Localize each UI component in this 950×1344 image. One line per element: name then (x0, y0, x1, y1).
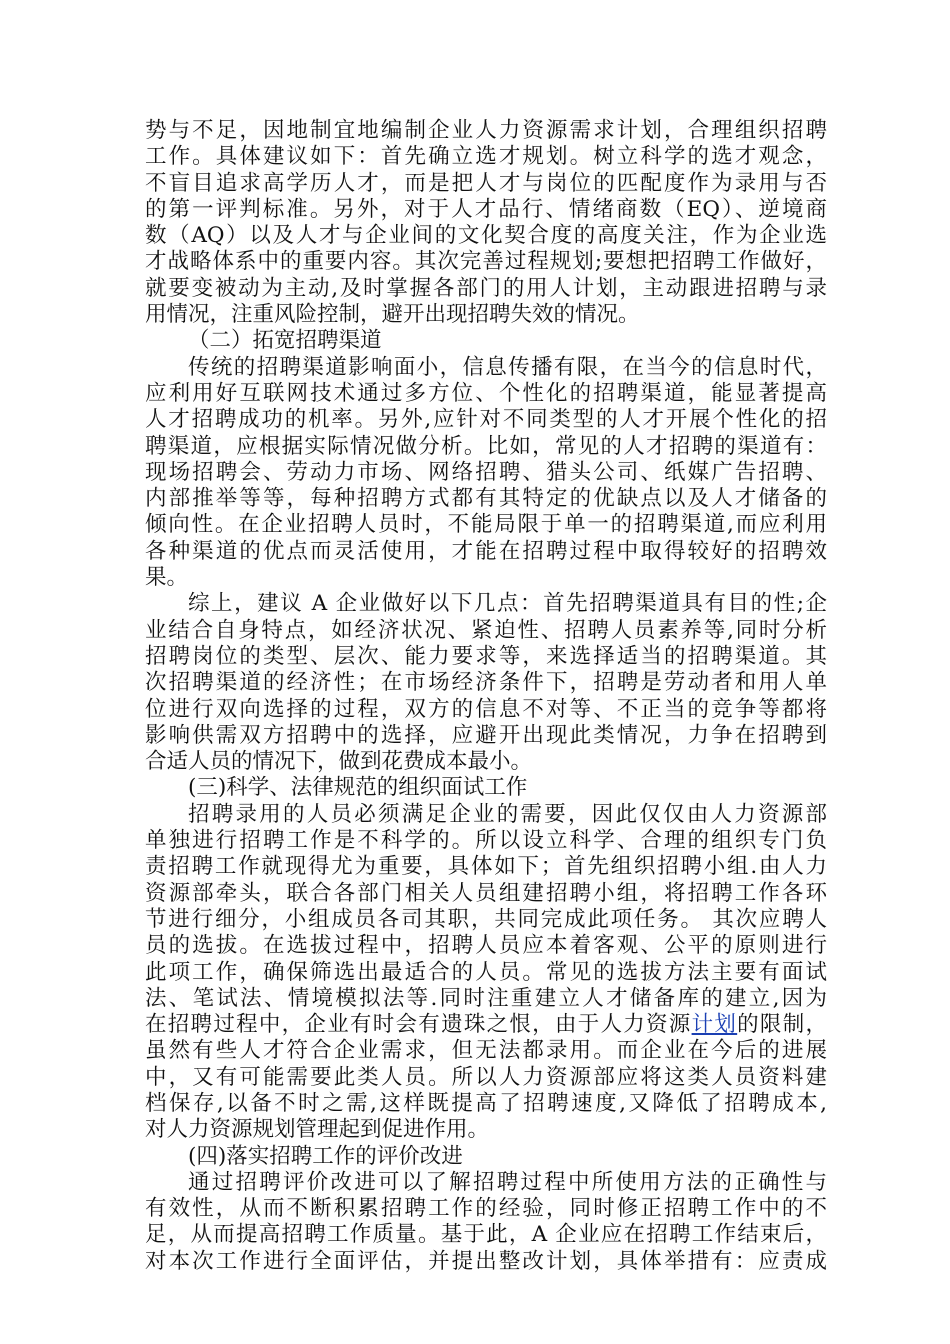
heading-text: （二）拓宽招聘渠道 (188, 328, 382, 354)
paragraph-line: 果。 (145, 565, 189, 591)
body-paragraph (145, 355, 827, 592)
paragraph-line: 通过招聘评价改进可以了解招聘过程中所使用方法的正确性与 (188, 1169, 827, 1195)
paragraph-line: 不盲目追求高学历人才，而是把人才与岗位的匹配度作为录用与否 (145, 170, 827, 196)
paragraph-line: 档保存,以备不时之需,这样既提高了招聘速度,又降低了招聘成本, (145, 1090, 827, 1116)
line-text: 的限制， (737, 1012, 827, 1038)
paragraph-line: 资源部牵头，联合各部门相关人员组建招聘小组，将招聘工作各环 (145, 880, 827, 906)
paragraph-line: 才战略体系中的重要内容。其次完善过程规划;要想把招聘工作做好， (145, 249, 827, 275)
paragraph-line: 工作。具体建议如下：首先确立选才规划。树立科学的选才观念， (145, 144, 827, 170)
paragraph-line: 单独进行招聘工作是不科学的。所以设立科学、合理的组织专门负 (145, 828, 827, 854)
section-heading (145, 1144, 827, 1170)
heading-text: (四)落实招聘工作的评价改进 (188, 1143, 463, 1169)
paragraph-line: 聘渠道，应根据实际情况做分析。比如，常见的人才招聘的渠道有： (145, 433, 827, 459)
section-heading (145, 328, 827, 354)
body-paragraph (145, 802, 827, 1144)
paragraph-line: 法、笔试法、情境模拟法等.同时注重建立人才储备库的建立,因为 (145, 985, 827, 1011)
paragraph-line: 责招聘工作就现得尤为重要，具体如下；首先组织招聘小组.由人力 (145, 854, 827, 880)
paragraph-line: 对人力资源规划管理起到促进作用。 (145, 1117, 490, 1143)
paragraph-line: 员的选拔。在选拔过程中，招聘人员应本着客观、公平的原则进行 (145, 933, 827, 959)
paragraph-line: 虽然有些人才符合企业需求，但无法都录用。而企业在今后的进展 (145, 1038, 827, 1064)
paragraph-line: 倾向性。在企业招聘人员时，不能局限于单一的招聘渠道,而应利用 (145, 512, 827, 538)
paragraph-line: 影响供需双方招聘中的选择，应避开出现此类情况，力争在招聘到 (145, 722, 827, 748)
paragraph-line: 位进行双向选择的过程，双方的信息不对等、不正当的竞争等都将 (145, 696, 827, 722)
paragraph-line: 业结合自身特点，如经济状况、紧迫性、招聘人员素养等,同时分析 (145, 617, 827, 643)
section-heading (145, 775, 827, 801)
paragraph-line: 现场招聘会、劳动力市场、网络招聘、猎头公司、纸媒广告招聘、 (145, 459, 827, 485)
paragraph-line: 此项工作，确保筛选出最适合的人员。常见的选拔方法主要有面试 (145, 959, 827, 985)
paragraph-line: 传统的招聘渠道影响面小，信息传播有限，在当今的信息时代， (188, 354, 827, 380)
document-page (145, 118, 827, 1275)
paragraph-line: 招聘录用的人员必须满足企业的需要，因此仅仅由人力资源部 (188, 801, 827, 827)
paragraph-line: 就要变被动为主动,及时掌握各部门的用人计划，主动跟进招聘与录 (145, 275, 827, 301)
paragraph-line: 势与不足，因地制宜地编制企业人力资源需求计划，合理组织招聘 (145, 118, 827, 143)
paragraph-line: 综上，建议 A 企业做好以下几点：首先招聘渠道具有目的性;企 (188, 591, 827, 617)
body-paragraph (145, 1170, 827, 1275)
paragraph-line: 次招聘渠道的经济性；在市场经济条件下，招聘是劳动者和用人单 (145, 670, 827, 696)
paragraph-line: 人才招聘成功的机率。另外,应针对不同类型的人才开展个性化的招 (145, 407, 827, 433)
paragraph-line: 应利用好互联网技术通过多方位、个性化的招聘渠道，能显著提高 (145, 380, 827, 406)
paragraph-line: 招聘岗位的类型、层次、能力要求等，来选择适当的招聘渠道。其 (145, 643, 827, 669)
paragraph-line: 合适人员的情况下，做到花费成本最小。 (145, 749, 533, 775)
paragraph-line: 节进行细分，小组成员各司其职，共同完成此项任务。 其次应聘人 (145, 906, 827, 932)
paragraph-line: 足，从而提高招聘工作质量。基于此，A 企业应在招聘工作结束后， (145, 1222, 827, 1248)
paragraph-line: 用情况，注重风险控制，避开出现招聘失效的情况。 (145, 302, 640, 328)
paragraph-line: 的第一评判标准。另外，对于人才品行、情绪商数（EQ）、逆境商 (145, 196, 827, 222)
paragraph-line: 各种渠道的优点而灵活使用，才能在招聘过程中取得较好的招聘效 (145, 538, 827, 564)
plan-link[interactable]: 计划 (691, 1012, 738, 1038)
paragraph-line (145, 1012, 827, 1038)
body-paragraph (145, 591, 827, 775)
heading-text: (三)科学、法律规范的组织面试工作 (188, 775, 528, 801)
body-paragraph (145, 118, 827, 328)
line-text: 在招聘过程中，企业有时会有遗珠之恨，由于人力资源 (145, 1012, 692, 1038)
paragraph-line: 中，又有可能需要此类人员。所以人力资源部应将这类人员资料建 (145, 1064, 827, 1090)
paragraph-line: 内部推举等等，每种招聘方式都有其特定的优缺点以及人才储备的 (145, 486, 827, 512)
paragraph-line: 数（AQ）以及人才与企业间的文化契合度的高度关注，作为企业选 (145, 223, 827, 249)
paragraph-line: 对本次工作进行全面评估，并提出整改计划，具体举措有：应责成 (145, 1248, 827, 1274)
paragraph-line: 有效性，从而不断积累招聘工作的经验，同时修正招聘工作中的不 (145, 1196, 827, 1222)
